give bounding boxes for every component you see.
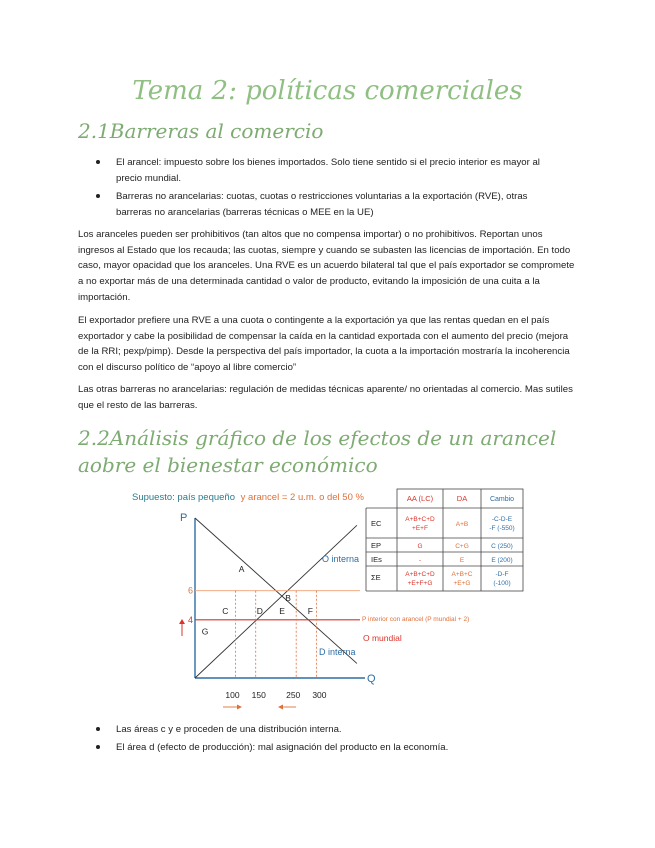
table-row-total-cambio: -D-F (-100) xyxy=(493,571,511,587)
table-row-total-aa: A+B+C+D +E+F+G xyxy=(405,571,435,587)
production-arrowhead xyxy=(237,705,242,710)
table-row-ep-aa: G xyxy=(417,543,423,550)
area-label-a: A xyxy=(238,563,245,574)
welfare-table xyxy=(366,489,523,591)
chart-title xyxy=(132,492,365,503)
table-row-total-da: A+B+C +E+G xyxy=(451,571,473,587)
area-label-c: C xyxy=(222,606,229,617)
bullet-arancel: El arancel: impuesto sobre los bienes importados. Solo tiene sentido si el precio interior es mayor al precio mundial. xyxy=(96,155,556,186)
x-tick-100: 100 xyxy=(225,690,240,700)
bullet-area-d: El área d (efecto de producción): mal asignación del producto en la economía. xyxy=(96,740,556,756)
paragraph-exportador: El exportador prefiere una RVE a una cuota o contingente a la exportación ya que las rentas quedan en el país exportador y cabe la posibilidad de compensar la caída en la cantidad exportada con el aumento del precio (mejora de la RRI; pexp/pimp). Desde la perspectiva del país importador, la cuota a la importación mostraría la incoherencia con el discurso político de “apoyo al libre comercio” xyxy=(78,315,570,374)
x-tick-150: 150 xyxy=(251,690,266,700)
y-axis-label: P xyxy=(180,512,188,524)
document-title: Tema 2: políticas comerciales xyxy=(132,76,523,106)
table-row-ies-aa: - xyxy=(418,557,422,564)
paragraph-otras-barreras: Las otras barreras no arancelarias: regulación de medidas técnicas aparente/ no orientadas al comercio. Mas sutiles que el resto de las barreras. xyxy=(78,384,573,411)
table-row-total-label: ΣE xyxy=(371,573,381,582)
x-tick-250: 250 xyxy=(286,690,301,700)
table-row-ep-da: C+G xyxy=(455,543,469,550)
bullet-areas-c-e: Las áreas c y e proceden de una distribución interna. xyxy=(96,722,556,738)
chart-title-part-1: Supuesto: país pequeño xyxy=(132,492,236,503)
table-row-ec-aa: A+B+C+D +E+F xyxy=(405,516,435,532)
table-row-ies-da: E xyxy=(459,557,465,564)
table-row-ies-label: IEs xyxy=(371,555,382,564)
area-label-e: E xyxy=(279,606,285,617)
quantity-guides xyxy=(235,591,316,678)
table-row-ep-label: EP xyxy=(371,541,382,550)
y-tick-4: 4 xyxy=(188,614,194,625)
area-label-d: D xyxy=(256,606,263,617)
x-tick-labels xyxy=(225,690,326,700)
area-label-f: F xyxy=(307,606,313,617)
x-tick-300: 300 xyxy=(312,690,327,700)
area-label-b: B xyxy=(285,593,291,603)
table-header-aa: AA (LC) xyxy=(406,494,434,503)
world-price-label: O mundial xyxy=(363,633,402,643)
consumption-arrowhead xyxy=(278,705,283,710)
table-row-ec-da: A+B xyxy=(455,521,469,528)
table-row-ec-label: EC xyxy=(371,519,382,528)
table-header-da: DA xyxy=(456,494,468,503)
table-row-ec-cambio: -C-D-E -F (-550) xyxy=(489,516,515,532)
section-2-heading: 2.2Análisis gráfico de los efectos de un arancel aobre el bienestar económico xyxy=(78,426,557,477)
paragraph-aranceles: Los aranceles pueden ser prohibitivos (tan altos que no compensa importar) o no prohibitivos. Reportan unos ingresos al Estado que los recauda; las cuotas, siempre y cuando se subasten las licencias de importación. En todo caso, mayor opacidad que los aranceles. Una RVE es un acuerdo bilateral tal que el país exportador se compromete a no exportar más de una determinada cantidad o valor de producto, evitando la imposición de una cuita a la importación. xyxy=(78,229,575,303)
table-row-ies-cambio: E (200) xyxy=(491,557,513,564)
price-increase-arrowhead xyxy=(179,619,185,624)
area-label-g: G xyxy=(201,626,209,637)
x-axis-label: Q xyxy=(367,673,376,685)
section-2-bullet-list xyxy=(96,722,556,755)
demand-label: D interna xyxy=(319,647,356,657)
table-row-ep-cambio: C (250) xyxy=(491,543,513,550)
supply-label: O interna xyxy=(322,554,360,564)
bullet-barreras-no-arancelarias: Barreras no arancelarias: cuotas, cuotas o restricciones voluntarias a la exportación (RVE), otras barreras no arancelarias (barreras técnicas o MEE en la UE) xyxy=(96,189,556,220)
table-header-cambio: Cambio xyxy=(489,496,515,503)
section-1-heading: 2.1Barreras al comercio xyxy=(78,119,324,143)
chart-title-part-2: y arancel = 2 u.m. o del 50 % xyxy=(240,492,364,503)
tariff-price-label: P interior con arancel (P mundial + 2) xyxy=(362,616,470,623)
y-tick-6: 6 xyxy=(188,585,194,596)
